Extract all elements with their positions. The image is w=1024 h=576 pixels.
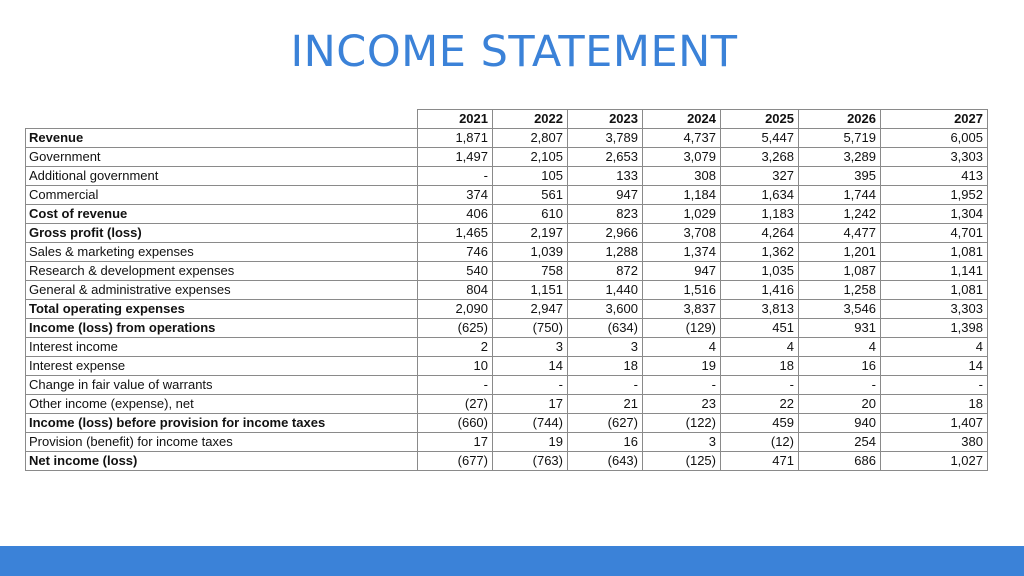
value-cell: - <box>881 376 988 395</box>
value-cell: 1,952 <box>881 186 988 205</box>
row-label: Net income (loss) <box>26 452 418 471</box>
row-label: Cost of revenue <box>26 205 418 224</box>
row-label: Interest expense <box>26 357 418 376</box>
value-cell: 686 <box>799 452 881 471</box>
row-label: Research & development expenses <box>26 262 418 281</box>
value-cell: 3,303 <box>881 148 988 167</box>
value-cell: 1,242 <box>799 205 881 224</box>
value-cell: 18 <box>881 395 988 414</box>
value-cell: - <box>418 376 493 395</box>
value-cell: 14 <box>493 357 568 376</box>
row-label: Sales & marketing expenses <box>26 243 418 262</box>
value-cell: 3 <box>643 433 721 452</box>
table-row <box>26 148 988 167</box>
value-cell: 1,141 <box>881 262 988 281</box>
value-cell: 2,966 <box>568 224 643 243</box>
value-cell: 823 <box>568 205 643 224</box>
value-cell: 471 <box>721 452 799 471</box>
value-cell: 1,201 <box>799 243 881 262</box>
value-cell: 3 <box>493 338 568 357</box>
value-cell: 1,871 <box>418 129 493 148</box>
value-cell: 4 <box>721 338 799 357</box>
year-header-2024: 2024 <box>643 110 721 129</box>
table-row <box>26 167 988 186</box>
header-corner <box>26 110 418 129</box>
table-row <box>26 319 988 338</box>
value-cell: (627) <box>568 414 643 433</box>
value-cell: 3 <box>568 338 643 357</box>
table-row <box>26 433 988 452</box>
value-cell: 16 <box>568 433 643 452</box>
value-cell: (643) <box>568 452 643 471</box>
value-cell: 17 <box>418 433 493 452</box>
value-cell: 2,197 <box>493 224 568 243</box>
value-cell: 1,184 <box>643 186 721 205</box>
value-cell: 1,029 <box>643 205 721 224</box>
value-cell: 940 <box>799 414 881 433</box>
value-cell: (12) <box>721 433 799 452</box>
value-cell: 758 <box>493 262 568 281</box>
value-cell: 4,701 <box>881 224 988 243</box>
value-cell: - <box>493 376 568 395</box>
value-cell: 1,087 <box>799 262 881 281</box>
value-cell: 746 <box>418 243 493 262</box>
value-cell: 1,183 <box>721 205 799 224</box>
value-cell: 3,789 <box>568 129 643 148</box>
value-cell: 804 <box>418 281 493 300</box>
table-row <box>26 452 988 471</box>
table-row <box>26 338 988 357</box>
value-cell: 610 <box>493 205 568 224</box>
value-cell: 1,081 <box>881 281 988 300</box>
table-row <box>26 300 988 319</box>
value-cell: 3,079 <box>643 148 721 167</box>
year-header-2027: 2027 <box>881 110 988 129</box>
value-cell: 1,151 <box>493 281 568 300</box>
value-cell: 413 <box>881 167 988 186</box>
value-cell: 1,258 <box>799 281 881 300</box>
value-cell: 1,304 <box>881 205 988 224</box>
value-cell: 2,090 <box>418 300 493 319</box>
value-cell: 1,634 <box>721 186 799 205</box>
table-row <box>26 224 988 243</box>
value-cell: 2 <box>418 338 493 357</box>
value-cell: 105 <box>493 167 568 186</box>
value-cell: 17 <box>493 395 568 414</box>
value-cell: 308 <box>643 167 721 186</box>
value-cell: 2,105 <box>493 148 568 167</box>
value-cell: 18 <box>721 357 799 376</box>
row-label: Income (loss) before provision for income taxes <box>26 414 418 433</box>
value-cell: 1,497 <box>418 148 493 167</box>
value-cell: 3,708 <box>643 224 721 243</box>
value-cell: 19 <box>643 357 721 376</box>
value-cell: 4 <box>643 338 721 357</box>
value-cell: 1,398 <box>881 319 988 338</box>
year-header-2026: 2026 <box>799 110 881 129</box>
value-cell: 3,268 <box>721 148 799 167</box>
table-row <box>26 376 988 395</box>
value-cell: (750) <box>493 319 568 338</box>
value-cell: 5,719 <box>799 129 881 148</box>
value-cell: - <box>799 376 881 395</box>
value-cell: 459 <box>721 414 799 433</box>
value-cell: - <box>418 167 493 186</box>
value-cell: 451 <box>721 319 799 338</box>
value-cell: 20 <box>799 395 881 414</box>
table-header-row <box>26 110 988 129</box>
value-cell: (634) <box>568 319 643 338</box>
page-title: INCOME STATEMENT <box>290 27 738 77</box>
table-row <box>26 129 988 148</box>
value-cell: 1,416 <box>721 281 799 300</box>
value-cell: - <box>643 376 721 395</box>
value-cell: 406 <box>418 205 493 224</box>
row-label: Other income (expense), net <box>26 395 418 414</box>
table-row <box>26 243 988 262</box>
bottom-accent-bar <box>0 546 1024 576</box>
year-header-2025: 2025 <box>721 110 799 129</box>
table-row <box>26 281 988 300</box>
value-cell: 2,807 <box>493 129 568 148</box>
value-cell: 3,600 <box>568 300 643 319</box>
value-cell: 327 <box>721 167 799 186</box>
value-cell: (677) <box>418 452 493 471</box>
year-header-2022: 2022 <box>493 110 568 129</box>
value-cell: 947 <box>643 262 721 281</box>
value-cell: 1,362 <box>721 243 799 262</box>
value-cell: 4,737 <box>643 129 721 148</box>
value-cell: 931 <box>799 319 881 338</box>
value-cell: (744) <box>493 414 568 433</box>
value-cell: (660) <box>418 414 493 433</box>
value-cell: 22 <box>721 395 799 414</box>
value-cell: 4,477 <box>799 224 881 243</box>
value-cell: 540 <box>418 262 493 281</box>
value-cell: - <box>568 376 643 395</box>
value-cell: 395 <box>799 167 881 186</box>
value-cell: 5,447 <box>721 129 799 148</box>
row-label: Gross profit (loss) <box>26 224 418 243</box>
value-cell: 254 <box>799 433 881 452</box>
value-cell: 18 <box>568 357 643 376</box>
value-cell: 6,005 <box>881 129 988 148</box>
table-row <box>26 395 988 414</box>
value-cell: (129) <box>643 319 721 338</box>
value-cell: 3,303 <box>881 300 988 319</box>
value-cell: 19 <box>493 433 568 452</box>
value-cell: 561 <box>493 186 568 205</box>
table-body <box>26 129 988 471</box>
value-cell: (625) <box>418 319 493 338</box>
value-cell: 14 <box>881 357 988 376</box>
value-cell: 2,653 <box>568 148 643 167</box>
row-label: Government <box>26 148 418 167</box>
value-cell: 4 <box>799 338 881 357</box>
table-row <box>26 414 988 433</box>
row-label: Additional government <box>26 167 418 186</box>
value-cell: 4 <box>881 338 988 357</box>
value-cell: - <box>721 376 799 395</box>
value-cell: 21 <box>568 395 643 414</box>
value-cell: 3,546 <box>799 300 881 319</box>
row-label: Revenue <box>26 129 418 148</box>
year-header-2021: 2021 <box>418 110 493 129</box>
value-cell: 3,813 <box>721 300 799 319</box>
row-label: Change in fair value of warrants <box>26 376 418 395</box>
table-row <box>26 262 988 281</box>
value-cell: 872 <box>568 262 643 281</box>
value-cell: 3,837 <box>643 300 721 319</box>
value-cell: 2,947 <box>493 300 568 319</box>
value-cell: 3,289 <box>799 148 881 167</box>
value-cell: 380 <box>881 433 988 452</box>
value-cell: 10 <box>418 357 493 376</box>
income-statement-table <box>25 109 988 471</box>
value-cell: 1,027 <box>881 452 988 471</box>
table-row <box>26 186 988 205</box>
value-cell: 1,288 <box>568 243 643 262</box>
value-cell: 1,039 <box>493 243 568 262</box>
row-label: Provision (benefit) for income taxes <box>26 433 418 452</box>
row-label: General & administrative expenses <box>26 281 418 300</box>
value-cell: 23 <box>643 395 721 414</box>
table-row <box>26 205 988 224</box>
value-cell: 1,744 <box>799 186 881 205</box>
row-label: Interest income <box>26 338 418 357</box>
value-cell: 1,465 <box>418 224 493 243</box>
value-cell: 1,407 <box>881 414 988 433</box>
value-cell: (122) <box>643 414 721 433</box>
value-cell: 1,516 <box>643 281 721 300</box>
year-header-2023: 2023 <box>568 110 643 129</box>
value-cell: 1,374 <box>643 243 721 262</box>
value-cell: (125) <box>643 452 721 471</box>
value-cell: (27) <box>418 395 493 414</box>
row-label: Income (loss) from operations <box>26 319 418 338</box>
value-cell: 133 <box>568 167 643 186</box>
value-cell: 4,264 <box>721 224 799 243</box>
value-cell: 947 <box>568 186 643 205</box>
value-cell: 1,035 <box>721 262 799 281</box>
table-row <box>26 357 988 376</box>
value-cell: 1,440 <box>568 281 643 300</box>
value-cell: (763) <box>493 452 568 471</box>
value-cell: 16 <box>799 357 881 376</box>
row-label: Total operating expenses <box>26 300 418 319</box>
row-label: Commercial <box>26 186 418 205</box>
value-cell: 1,081 <box>881 243 988 262</box>
value-cell: 374 <box>418 186 493 205</box>
